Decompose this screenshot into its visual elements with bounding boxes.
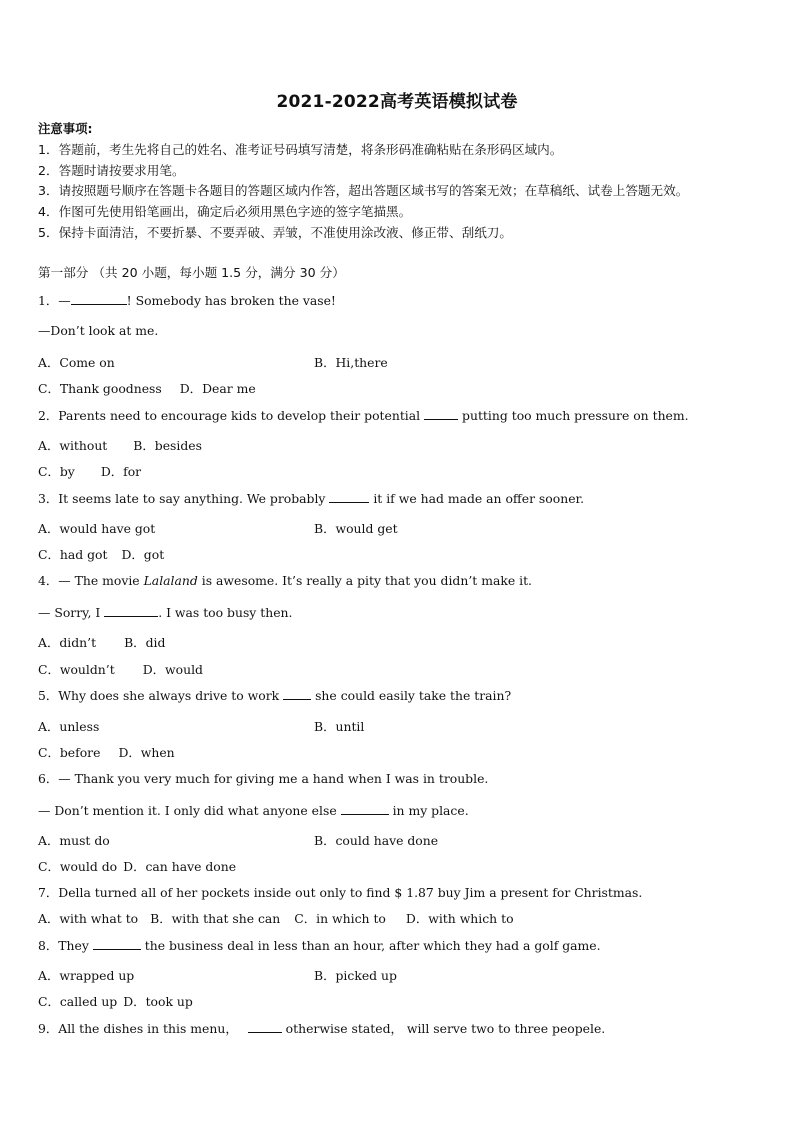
question-6: 6．— Thank you very much for giving me a hand when I was in trouble. [38,771,489,786]
option-c: C．before [38,745,101,760]
option-cd [38,662,203,678]
option-cd [38,381,256,397]
question-text: in my place. [392,803,469,818]
question-text: is awesome. It’s really a pity that you didn’t make it. [201,573,532,588]
question-text: putting too much pressure on them. [462,408,689,423]
option-d: D．got [121,547,165,562]
option-cd [38,994,193,1010]
note-item-4: 4．作图可先使用铅笔画出，确定后必须用黑色字迹的签字笔描黑。 [38,204,412,219]
option-b: B．could have done [314,833,439,848]
option-b: B．picked up [314,968,397,983]
option-a: A．with what to [38,911,139,926]
question-text: 2．Parents need to encourage kids to develop their potential [38,408,421,423]
option-b: B．until [314,719,365,734]
page-title: 2021-2022高考英语模拟试卷 [276,92,518,112]
question-text: she could easily take the train? [315,688,512,703]
question-text: 8．They [38,938,89,953]
option-c: C．by [38,464,75,479]
option-c: C．in which to [294,911,386,926]
question-6-reply [38,802,469,819]
note-item-1: 1．答题前，考生先将自己的姓名、准考证号码填写清楚，将条形码准确粘贴在条形码区域内。 [38,142,563,157]
question-3 [38,490,584,507]
option-a: A．wrapped up [38,968,135,983]
question-text: ! Somebody has broken the vase! [126,293,336,308]
answer-blank [329,490,369,503]
question-text: it if we had made an offer sooner. [373,491,585,506]
question-text: otherwise stated， will serve two to three peopele. [285,1021,606,1036]
notes-heading: 注意事项: [38,121,93,136]
option-a: A．without [38,438,108,453]
note-item-5: 5．保持卡面清洁，不要折暴、不要弄破、弄皱，不准使用涂改液、修正带、刮纸刀。 [38,225,512,240]
option-cd [38,859,236,875]
option-b: B．would get [314,521,398,536]
option-c: C．wouldn’t [38,662,115,677]
answer-blank [341,802,389,815]
option-a: A．must do [38,833,110,848]
option-d: D．would [142,662,203,677]
option-cd [38,547,164,563]
option-b: B．besides [133,438,203,453]
option-d: D．took up [123,994,193,1009]
answer-blank [71,292,127,305]
question-text: 9．All the dishes in this menu， [38,1021,238,1036]
option-c: C．would do [38,859,118,874]
option-ab [38,438,202,454]
option-d: D．can have done [123,859,237,874]
option-d: D．for [100,464,142,479]
option-d: D．Dear me [179,381,256,396]
option-cd [38,745,175,761]
question-2 [38,407,689,424]
answer-blank [93,937,141,950]
question-7: 7．Della turned all of her pockets inside out only to find $ 1.87 buy Jim a present for Christmas. [38,885,643,900]
question-text: the business deal in less than an hour, after which they had a golf game. [144,938,601,953]
option-c: C．Thank goodness [38,381,162,396]
question-text: — Sorry, I [38,605,101,620]
question-text: — Don’t mention it. I only did what anyone else [38,803,337,818]
question-4-reply [38,604,292,621]
option-a: A．didn’t [38,635,97,650]
option-b: B．with that she can [150,911,281,926]
answer-blank [104,604,158,617]
question-9 [38,1020,605,1037]
answer-blank [283,687,311,700]
question-8 [38,937,601,954]
question-text: 3．It seems late to say anything. We probably [38,491,326,506]
option-a: A．would have got [38,521,156,536]
option-a: A．unless [38,719,100,734]
question-1-reply: —Don’t look at me. [38,323,159,338]
note-item-2: 2．答题时请按要求用笔。 [38,163,185,178]
question-4 [38,573,532,589]
movie-title: Lalaland [143,573,198,588]
question-text: 4．— The movie [38,573,140,588]
section-heading: 第一部分 （共 20 小题，每小题 1.5 分，满分 30 分） [38,265,345,280]
option-ab [38,635,165,651]
question-5 [38,687,511,704]
question-1 [38,292,336,309]
option-c: C．had got [38,547,108,562]
option-d: D．with which to [405,911,514,926]
options-row [38,911,514,927]
option-a: A．Come on [38,355,115,370]
answer-blank [248,1020,282,1033]
answer-blank [424,407,458,420]
option-c: C．called up [38,994,118,1009]
option-b: B．did [124,635,166,650]
option-cd [38,464,141,480]
question-text: . I was too busy then. [158,605,293,620]
option-d: D．when [118,745,175,760]
question-text: 1．— [38,293,71,308]
question-text: 5．Why does she always drive to work [38,688,280,703]
option-b: B．Hi,there [314,355,388,370]
note-item-3: 3．请按照题号顺序在答题卡各题目的答题区域内作答，超出答题区域书写的答案无效；在草稿纸、试卷上答题无效。 [38,183,689,198]
